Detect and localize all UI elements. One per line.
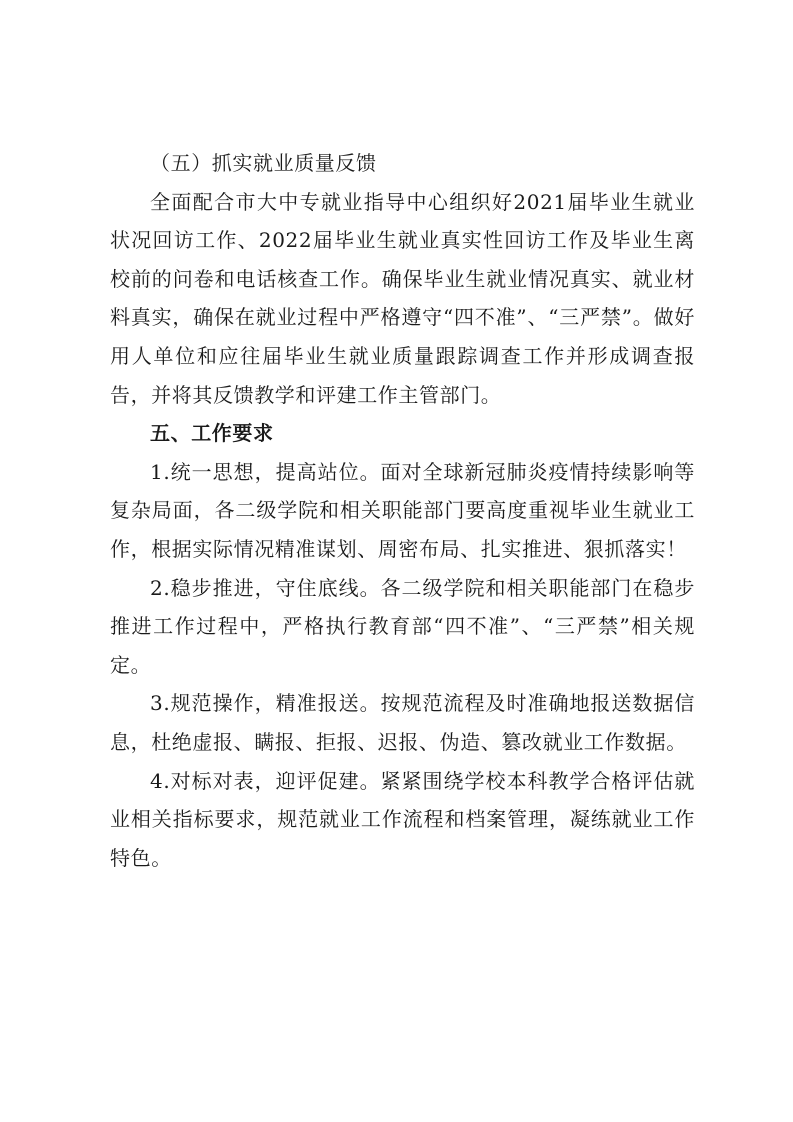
requirement-item-1: 1.统一思想，提高站位。面对全球新冠肺炎疫情持续影响等复杂局面，各二级学院和相关职能部门要高度重视毕业生就业工作，根据实际情况精准谋划、周密布局、扎实推进、狠抓落实！: [110, 459, 695, 561]
subsection-title-quality-feedback: （五）抓实就业质量反馈: [150, 151, 377, 175]
requirement-item-3: 3.规范操作，精准报送。按规范流程及时准确地报送数据信息，杜绝虚报、瞒报、拒报、迟报、伪造、篡改就业工作数据。: [110, 691, 695, 754]
requirement-item-4: 4.对标对表，迎评促建。紧紧围绕学校本科教学合格评估就业相关指标要求，规范就业工作流程和档案管理，凝练就业工作特色。: [110, 768, 695, 870]
paragraph-quality-feedback: 全面配合市大中专就业指导中心组织好2021届毕业生就业状况回访工作、2022届毕业生就业真实性回访工作及毕业生离校前的问卷和电话核查工作。确保毕业生就业情况真实、就业材料真实，确保在就业过程中严格遵守“四不准”、“三严禁”。做好用人单位和应往届毕业生就业质量跟踪调查工作并形成调查报告，并将其反馈教学和评建工作主管部门。: [110, 189, 695, 407]
section-title-work-requirements: 五、工作要求: [150, 421, 274, 446]
document-content: [110, 144, 695, 877]
requirement-item-2: 2.稳步推进，守住底线。各二级学院和相关职能部门在稳步推进工作过程中，严格执行教育部“四不准”、“三严禁”相关规定。: [110, 575, 695, 677]
